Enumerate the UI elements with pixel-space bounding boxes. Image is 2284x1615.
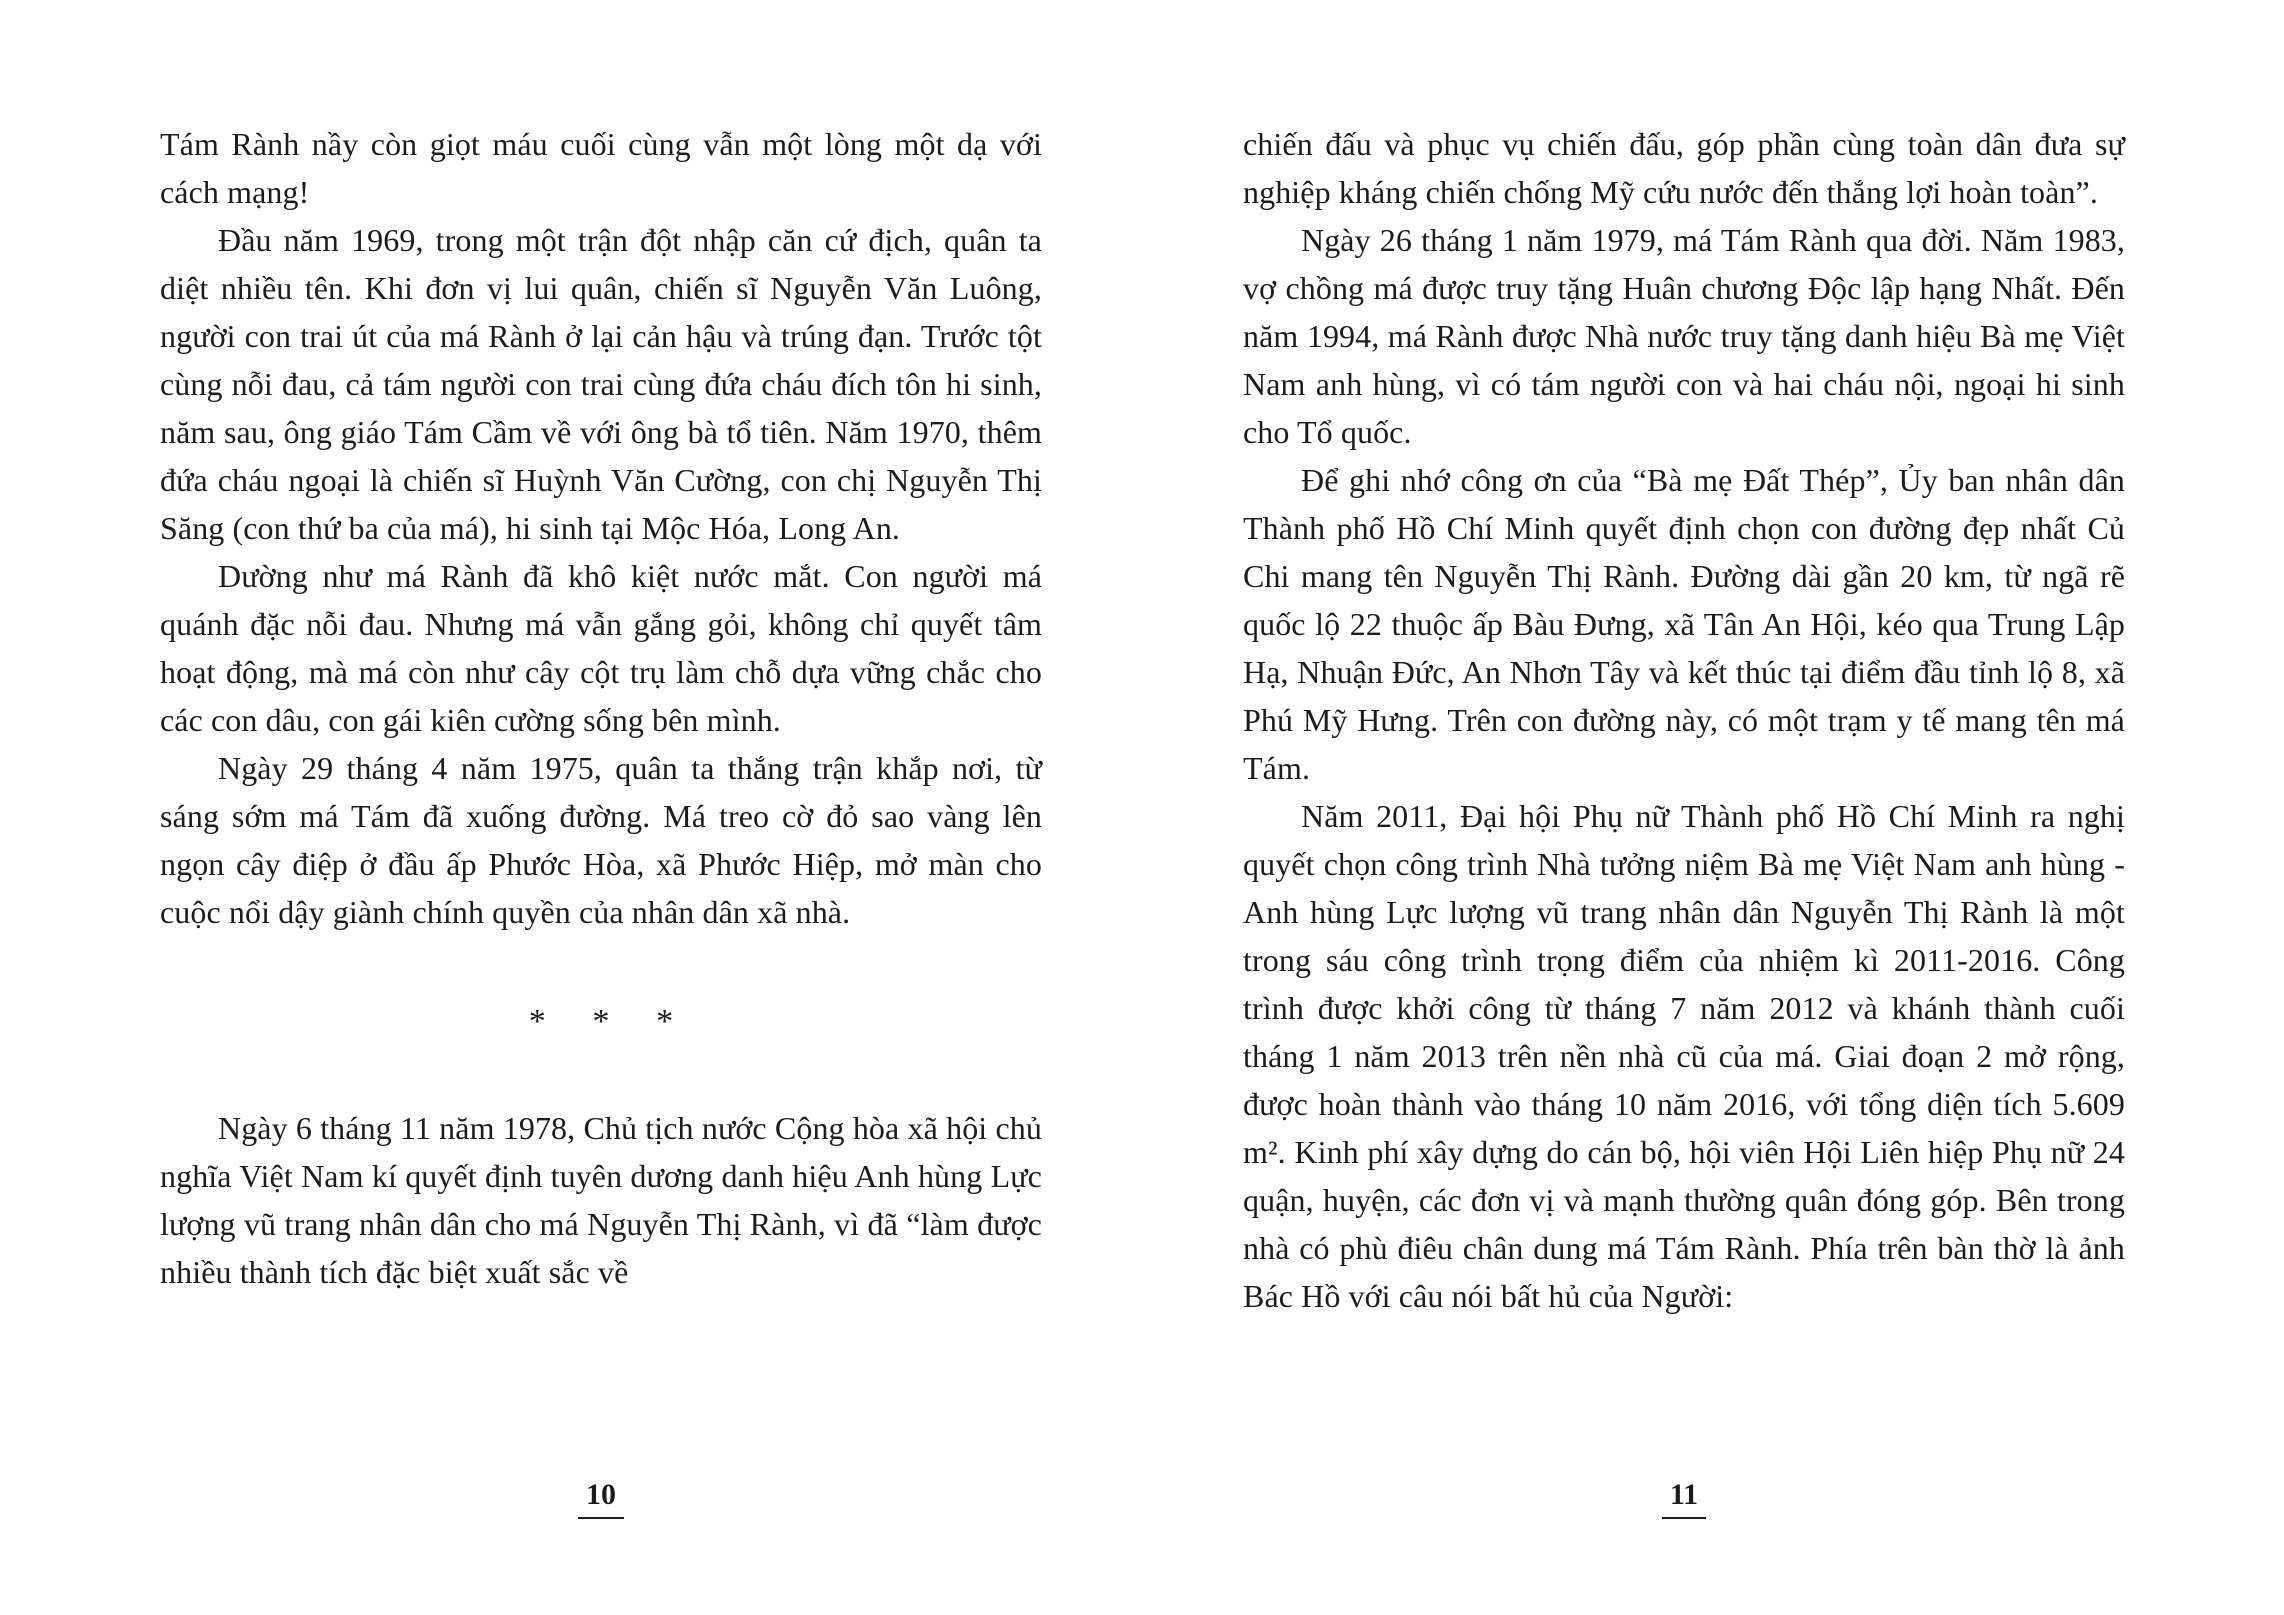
page-number-label: 11 xyxy=(1662,1478,1706,1519)
page-number-label: 10 xyxy=(578,1478,624,1519)
page-number-left xyxy=(160,1478,1042,1519)
asterisk-section-separator: * * * xyxy=(528,1003,674,1040)
page-right-text-column xyxy=(1243,120,2125,1320)
paragraph: Tám Rành nầy còn giọt máu cuối cùng vẫn một lòng một dạ với cách mạng! xyxy=(160,126,1042,210)
paragraph: Ngày 26 tháng 1 năm 1979, má Tám Rành qua đời. Năm 1983, vợ chồng má được truy tặng Huân chương Độc lập hạng Nhất. Đến năm 1994, má Rành được Nhà nước truy tặng danh hiệu Bà mẹ Việt Nam anh hùng, vì có tám người con và hai cháu nội, ngoại hi sinh cho Tổ quốc. xyxy=(1243,222,2125,450)
paragraph: Dường như má Rành đã khô kiệt nước mắt. Con người má quánh đặc nỗi đau. Nhưng má vẫn gắng gỏi, không chỉ quyết tâm hoạt động, mà má còn như cây cột trụ làm chỗ dựa vững chắc cho các con dâu, con gái kiên cường sống bên mình. xyxy=(160,558,1042,738)
paragraph: Ngày 6 tháng 11 năm 1978, Chủ tịch nước Cộng hòa xã hội chủ nghĩa Việt Nam kí quyết định tuyên dương danh hiệu Anh hùng Lực lượng vũ trang nhân dân cho má Nguyễn Thị Rành, vì đã “làm được nhiều thành tích đặc biệt xuất sắc về xyxy=(160,1110,1042,1290)
page-left-text-column xyxy=(160,120,1042,1296)
paragraph: Đầu năm 1969, trong một trận đột nhập căn cứ địch, quân ta diệt nhiều tên. Khi đơn vị lui quân, chiến sĩ Nguyễn Văn Luông, người con trai út của má Rành ở lại cản hậu và trúng đạn. Trước tột cùng nỗi đau, cả tám người con trai cùng đứa cháu đích tôn hi sinh, năm sau, ông giáo Tám Cầm về với ông bà tổ tiên. Năm 1970, thêm đứa cháu ngoại là chiến sĩ Huỳnh Văn Cường, con chị Nguyễn Thị Săng (con thứ ba của má), hi sinh tại Mộc Hóa, Long An. xyxy=(160,222,1042,546)
page-number-right xyxy=(1243,1478,2125,1519)
paragraph: chiến đấu và phục vụ chiến đấu, góp phần cùng toàn dân đưa sự nghiệp kháng chiến chống Mỹ cứu nước đến thắng lợi hoàn toàn”. xyxy=(1243,126,2125,210)
paragraph: Để ghi nhớ công ơn của “Bà mẹ Đất Thép”, Ủy ban nhân dân Thành phố Hồ Chí Minh quyết định chọn con đường đẹp nhất Củ Chi mang tên Nguyễn Thị Rành. Đường dài gần 20 km, từ ngã rẽ quốc lộ 22 thuộc ấp Bàu Đưng, xã Tân An Hội, kéo qua Trung Lập Hạ, Nhuận Đức, An Nhơn Tây và kết thúc tại điểm đầu tỉnh lộ 8, xã Phú Mỹ Hưng. Trên con đường này, có một trạm y tế mang tên má Tám. xyxy=(1243,462,2125,786)
paragraph: Ngày 29 tháng 4 năm 1975, quân ta thắng trận khắp nơi, từ sáng sớm má Tám đã xuống đường. Má treo cờ đỏ sao vàng lên ngọn cây điệp ở đầu ấp Phước Hòa, xã Phước Hiệp, mở màn cho cuộc nổi dậy giành chính quyền của nhân dân xã nhà. xyxy=(160,750,1042,930)
paragraph: Năm 2011, Đại hội Phụ nữ Thành phố Hồ Chí Minh ra nghị quyết chọn công trình Nhà tưởng niệm Bà mẹ Việt Nam anh hùng - Anh hùng Lực lượng vũ trang nhân dân Nguyễn Thị Rành là một trong sáu công trình trọng điểm của nhiệm kì 2011-2016. Công trình được khởi công từ tháng 7 năm 2012 và khánh thành cuối tháng 1 năm 2013 trên nền nhà cũ của má. Giai đoạn 2 mở rộng, được hoàn thành vào tháng 10 năm 2016, với tổng diện tích 5.609 m². Kinh phí xây dựng do cán bộ, hội viên Hội Liên hiệp Phụ nữ 24 quận, huyện, các đơn vị và mạnh thường quân đóng góp. Bên trong nhà có phù điêu chân dung má Tám Rành. Phía trên bàn thờ là ảnh Bác Hồ với câu nói bất hủ của Người: xyxy=(1243,798,2125,1314)
